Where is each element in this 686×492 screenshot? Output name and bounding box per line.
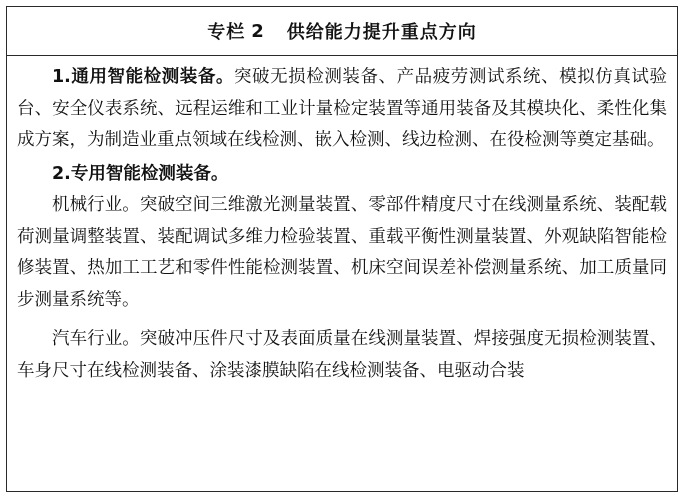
feature-box [6,6,678,492]
box-title-number: 2 [251,20,265,42]
section-general-body: 突破无损检测装备、产品疲劳测试系统、模拟仿真试验台、安全仪表系统、远程运维和工业计量检定装置等通用装备及其模块化、柔性化集成方案，为制造业重点领域在线检测、嵌入检测、线边检测、在役检测等奠定基础。 [17,67,667,150]
auto-paragraph: 汽车行业。突破冲压件尺寸及表面质量在线测量装置、焊接强度无损检测装置、车身尺寸在线检测装备、涂装漆膜缺陷在线检测装备、电驱动合装 [17,329,667,381]
box-title-text: 供给能力提升重点方向 [286,22,477,43]
paragraph-gap [17,316,667,324]
section-special-paragraph [17,159,667,191]
box-title-prefix: 专栏 [207,22,246,43]
section-general-heading: 1.通用智能检测装备。 [52,67,234,87]
machinery-paragraph: 机械行业。突破空间三维激光测量装置、零部件精度尺寸在线测量系统、装配载荷测量调整装置、装配调试多维力检验装置、重载平衡性测量装置、外观缺陷智能检修装置、热加工工艺和零件性能检测装置、机床空间误差补偿测量系统、加工质量同步测量系统等。 [17,195,667,310]
box-content [7,56,677,387]
section-general-paragraph [17,62,667,157]
box-title [7,7,677,56]
section-special-heading: 2.专用智能检测装备。 [52,163,229,184]
